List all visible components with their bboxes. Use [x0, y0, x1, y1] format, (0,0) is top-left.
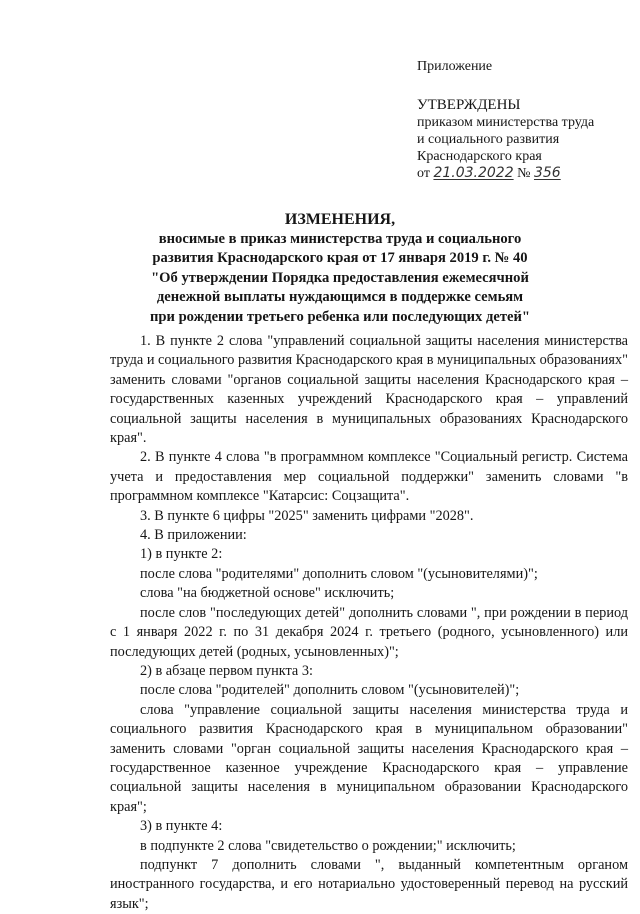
approval-line-1: приказом министерства труда — [417, 115, 595, 130]
paragraph-9: 2) в абзаце первом пункта 3: — [140, 662, 313, 679]
from-label: от — [417, 166, 430, 181]
number-sign: № — [517, 166, 531, 181]
title-line-3: "Об утверждении Порядка предоставления ежемесячной — [151, 269, 529, 286]
approval-line-3: Краснодарского края — [417, 149, 542, 164]
paragraph-6: после слова "родителями" дополнить словом "(усыновителями)"; — [140, 565, 538, 582]
paragraph-13: в подпункте 2 слова "свидетельство о рождении;" исключить; — [140, 837, 516, 854]
document-body — [110, 332, 628, 914]
title-line-1: вносимые в приказ министерства труда и социального — [158, 230, 522, 247]
paragraph-7: слова "на бюджетной основе" исключить; — [140, 585, 395, 602]
title-line-2: развития Краснодарского края от 17 января 2019 г. № 40 — [152, 250, 528, 266]
title-line-5: при рождении третьего ребенка или последующих детей" — [149, 308, 530, 325]
paragraph-8: после слов "последующих детей" дополнить словами ", при рождении в период с 1 января 2022 г. по 31 декабря 2024 г. третьего (родного, усыновленного) или последующих детей (родных, усыновленных)"; — [110, 604, 628, 660]
title-main: ИЗМЕНЕНИЯ, — [284, 211, 396, 228]
paragraph-4: 4. В приложении: — [140, 527, 247, 544]
paragraph-12: 3) в пункте 4: — [140, 818, 223, 835]
paragraph-10: после слова "родителей" дополнить словом "(усыновителей)"; — [140, 682, 520, 699]
paragraph-2: 2. В пункте 4 слова "в программном комплексе "Социальный регистр. Система учета и предоставления мер социальной поддержки" заменить словами "в программном комплексе "Катарсис: Соцзащита". — [110, 449, 628, 505]
approved-heading: УТВЕРЖДЕНЫ — [417, 97, 521, 113]
handwritten-number: 356 — [533, 165, 561, 181]
order-date-line — [417, 165, 632, 182]
paragraph-11: слова "управление социальной защиты населения министерства труда и социального развития Краснодарского края в муниципальном образовании" заменить словами "орган социальной защиты населения Краснодарского края – государственное казенное учреждение Краснодарского края – управление социальной защиты населения в муниципальном образовании Краснодарского края"; — [110, 701, 628, 815]
paragraph-3: 3. В пункте 6 цифры "2025" заменить цифрами "2028". — [140, 507, 474, 524]
paragraph-1: 1. В пункте 2 слова "управлений социальной защиты населения министерства труда и социального развития Краснодарского края в муниципальных образованиях" заменить словами "органов социальной защиты населения Краснодарского края – государственных казенных учреждений Краснодарского края – управлений социальной защиты населения в муниципальных образованиях Краснодарского края". — [110, 333, 628, 447]
paragraph-5: 1) в пункте 2: — [140, 546, 223, 563]
approval-line-2: и социального развития — [417, 132, 560, 147]
document-title — [140, 210, 540, 327]
paragraph-14: подпункт 7 дополнить словами ", выданный компетентным органом иностранного государства, и его нотариально удостоверенный перевод на русский язык"; — [110, 856, 628, 912]
approval-block — [417, 58, 632, 182]
appendix-label: Приложение — [417, 59, 493, 74]
handwritten-date: 21.03.2022 — [433, 165, 514, 181]
title-line-4: денежной выплаты нуждающимся в поддержке семьям — [156, 289, 524, 305]
